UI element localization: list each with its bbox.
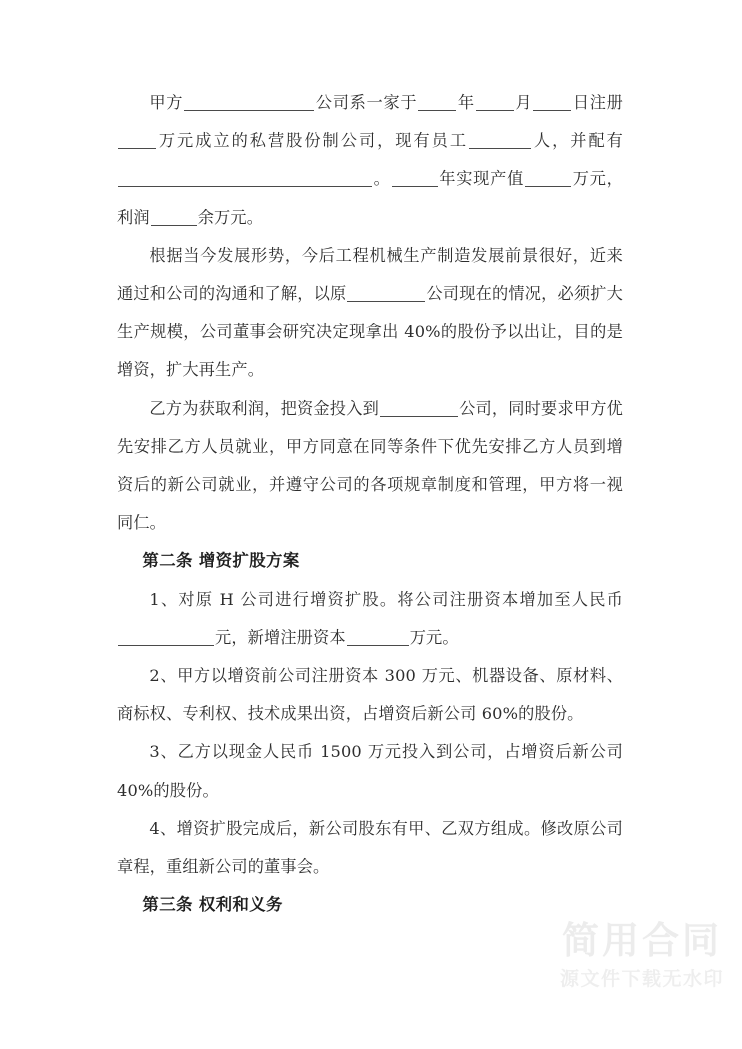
text-company-founded: 公司系一家于	[315, 93, 418, 112]
blank-added-registered-capital[interactable]	[347, 630, 409, 646]
blank-invest-company[interactable]	[380, 401, 458, 417]
document-body	[117, 84, 623, 924]
paragraph-article-two-item-2: 2、甲方以增资前公司注册资本 300 万元、机器设备、原材料、商标权、专利权、技术成果出资，占增资后新公司 60%的股份。	[117, 666, 623, 724]
paragraph-company-intro	[117, 84, 623, 237]
heading-article-two: 第二条 增资扩股方案	[142, 551, 300, 571]
watermark-title: 简用合同	[561, 919, 722, 963]
text-capital-and-employees: 万元成立的私营股份制公司，现有员工	[157, 131, 469, 151]
text-month-unit: 月	[514, 93, 533, 112]
watermark-subtitle: 源文件下载无水印	[559, 968, 724, 990]
text-employees-and-equipped: 人，并配有	[532, 131, 623, 151]
blank-profit-amount[interactable]	[151, 210, 197, 226]
blank-new-registered-capital-rmb[interactable]	[118, 630, 214, 646]
text-output-unit-profit: 万元，利润	[117, 169, 624, 227]
paragraph-party-b	[117, 390, 623, 543]
watermark	[559, 919, 724, 991]
text-item1-part3: 万元。	[409, 627, 459, 647]
blank-original-company[interactable]	[347, 286, 425, 302]
text-background-part1: 根据当今发展形势，今后工程机械生产制造发展前景很好，近来通过和公司的沟通和了解，以原	[117, 245, 623, 304]
text-day-registered: 日注册	[572, 93, 624, 112]
text-party-b-part1: 乙方为获取利润，把资金投入到	[149, 398, 379, 418]
blank-month[interactable]	[476, 95, 514, 111]
blank-output-amount[interactable]	[525, 171, 571, 187]
text-item1-part1: 1、对原 H 公司进行增资扩股。将公司注册资本增加至人民币	[149, 589, 623, 609]
text-output-value: 年实现产值	[438, 169, 525, 189]
text-party-b-part2: 公司，同时要求甲方优先安排乙方人员就业，甲方同意在同等条件下优先安排乙方人员到增资后的新公司就业，并遵守公司的各项规章制度和管理，甲方将一视同仁。	[117, 398, 623, 533]
blank-output-year[interactable]	[392, 171, 438, 187]
text-item1-part2: 元，新增注册资本	[215, 627, 346, 647]
text-period: 。	[373, 169, 391, 189]
text-profit-unit: 余万元。	[197, 207, 264, 227]
blank-company-name[interactable]	[184, 95, 314, 111]
paragraph-article-two-item-1	[117, 581, 623, 657]
blank-year[interactable]	[418, 95, 456, 111]
text-year-unit: 年	[457, 93, 475, 112]
text-party-a-label: 甲方	[149, 93, 184, 112]
paragraph-background	[117, 237, 623, 390]
blank-day[interactable]	[533, 95, 571, 111]
text-background-part2: 公司现在的情况，必须扩大生产规模，公司董事会研究决定现拿出 40%的股份予以出让，目的是增资，扩大再生产。	[117, 284, 623, 380]
blank-equipment[interactable]	[118, 171, 372, 187]
heading-article-three: 第三条 权利和义务	[142, 895, 283, 915]
paragraph-article-two-item-3: 3、乙方以现金人民币 1500 万元投入到公司，占增资后新公司 40%的股份。	[117, 742, 623, 800]
blank-registered-capital[interactable]	[118, 133, 156, 149]
blank-employee-count[interactable]	[469, 133, 531, 149]
paragraph-article-two-item-4: 4、增资扩股完成后，新公司股东有甲、乙双方组成。修改原公司章程，重组新公司的董事会。	[117, 818, 623, 877]
